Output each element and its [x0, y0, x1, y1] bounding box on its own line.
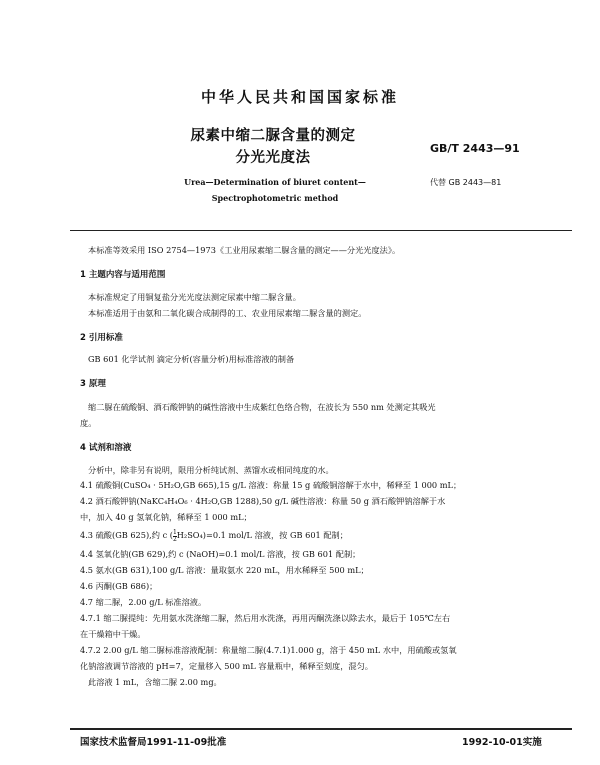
item-4-3-suffix: H₂SO₄)=0.1 mol/L 溶液，按 GB 601 配制；: [176, 530, 348, 540]
item-4-7-2-note: 此溶液 1 mL，含缩二脲 2.00 mg。: [88, 677, 222, 687]
english-title-line1: Urea—Determination of biuret content—: [184, 177, 366, 187]
section-2-p1: GB 601 化学试剂 滴定分析(容量分析)用标准溶液的制备: [88, 354, 295, 364]
item-4-7: 4.7 缩二脲，2.00 g/L 标准溶液。: [80, 597, 207, 607]
intro-paragraph: 本标准等效采用 ISO 2754—1973《工业用尿素缩二脲含量的测定——分光光度法》。: [88, 245, 401, 255]
section-1-p2: 本标准适用于由氨和二氧化碳合成制得的工、农业用尿素缩二脲含量的测定。: [88, 308, 367, 318]
replaces-standard: 代替 GB 2443—81: [430, 178, 502, 187]
header-divider: [70, 230, 572, 231]
item-4-3: [80, 528, 572, 543]
item-4-2-cont: 中，加入 40 g 氢氧化钠，稀释至 1 000 mL；: [80, 512, 252, 522]
standard-title-line1: 尿素中缩二脲含量的测定: [190, 128, 356, 144]
national-standard-header: 中华人民共和国国家标准: [200, 88, 399, 106]
item-4-1: 4.1 硫酸铜(CuSO₄ · 5H₂O,GB 665),15 g/L 溶液：称量 15 g 硫酸铜溶解于水中，稀释至 1 000 mL；: [80, 480, 462, 490]
item-4-3-prefix: 4.3 硫酸(GB 625),约 c (: [80, 530, 173, 540]
section-3-heading: 3 原理: [80, 379, 106, 389]
section-3-p1: 缩二脲在硫酸铜、酒石酸钾钠的碱性溶液中生成紫红色络合物，在波长为 550 nm 处测定其吸光: [88, 402, 436, 412]
fraction-denominator: 2: [172, 535, 177, 543]
item-4-4: 4.4 氢氧化钠(GB 629),约 c (NaOH)=0.1 mol/L 溶液，按 GB 601 配制；: [80, 549, 361, 559]
section-3-p1-cont: 度。: [80, 418, 97, 428]
section-4-intro: 分析中，除非另有说明，限用分析纯试剂、蒸馏水或相同纯度的水。: [88, 465, 334, 475]
section-1-p1: 本标准规定了用铜复盐分光光度法测定尿素中缩二脲含量。: [88, 292, 301, 302]
section-1-heading: 1 主题内容与适用范围: [80, 270, 166, 280]
implementation-date: 1992-10-01实施: [462, 737, 542, 748]
item-4-7-2-cont: 化钠溶液调节溶液的 pH=7，定量移入 500 mL 容量瓶中，稀释至刻度，混匀。: [80, 661, 373, 671]
fraction-numerator: 1: [172, 528, 177, 536]
footer-divider: [70, 728, 572, 730]
section-4-heading: 4 试剂和溶液: [80, 443, 132, 453]
item-4-7-2: 4.7.2 2.00 g/L 缩二脲标准溶液配制：称量缩二脲(4.7.1)1.000 g，溶于 450 mL 水中，用硫酸或氢氧: [80, 645, 457, 655]
item-4-2: 4.2 酒石酸钾钠(NaKC₄H₄O₆ · 4H₂O,GB 1288),50 g/L 碱性溶液：称量 50 g 酒石酸钾钠溶解于水: [80, 496, 446, 506]
standard-title-line2: 分光光度法: [235, 150, 311, 166]
standard-number: GB/T 2443—91: [430, 142, 520, 155]
item-4-7-1: 4.7.1 缩二脲提纯：先用氨水洗涤缩二脲，然后用水洗涤，再用丙酮洗涤以除去水，最后于 105℃左右: [80, 613, 451, 623]
item-4-6: 4.6 丙酮(GB 686)；: [80, 581, 158, 591]
item-4-7-1-cont: 在干燥箱中干燥。: [80, 629, 146, 639]
english-title-line2: Spectrophotometric method: [211, 193, 339, 203]
section-2-heading: 2 引用标准: [80, 333, 123, 343]
approval-date: 国家技术监督局1991-11-09批准: [80, 737, 227, 748]
item-4-5: 4.5 氨水(GB 631),100 g/L 溶液：量取氨水 220 mL，用水稀释至 500 mL；: [80, 565, 369, 575]
